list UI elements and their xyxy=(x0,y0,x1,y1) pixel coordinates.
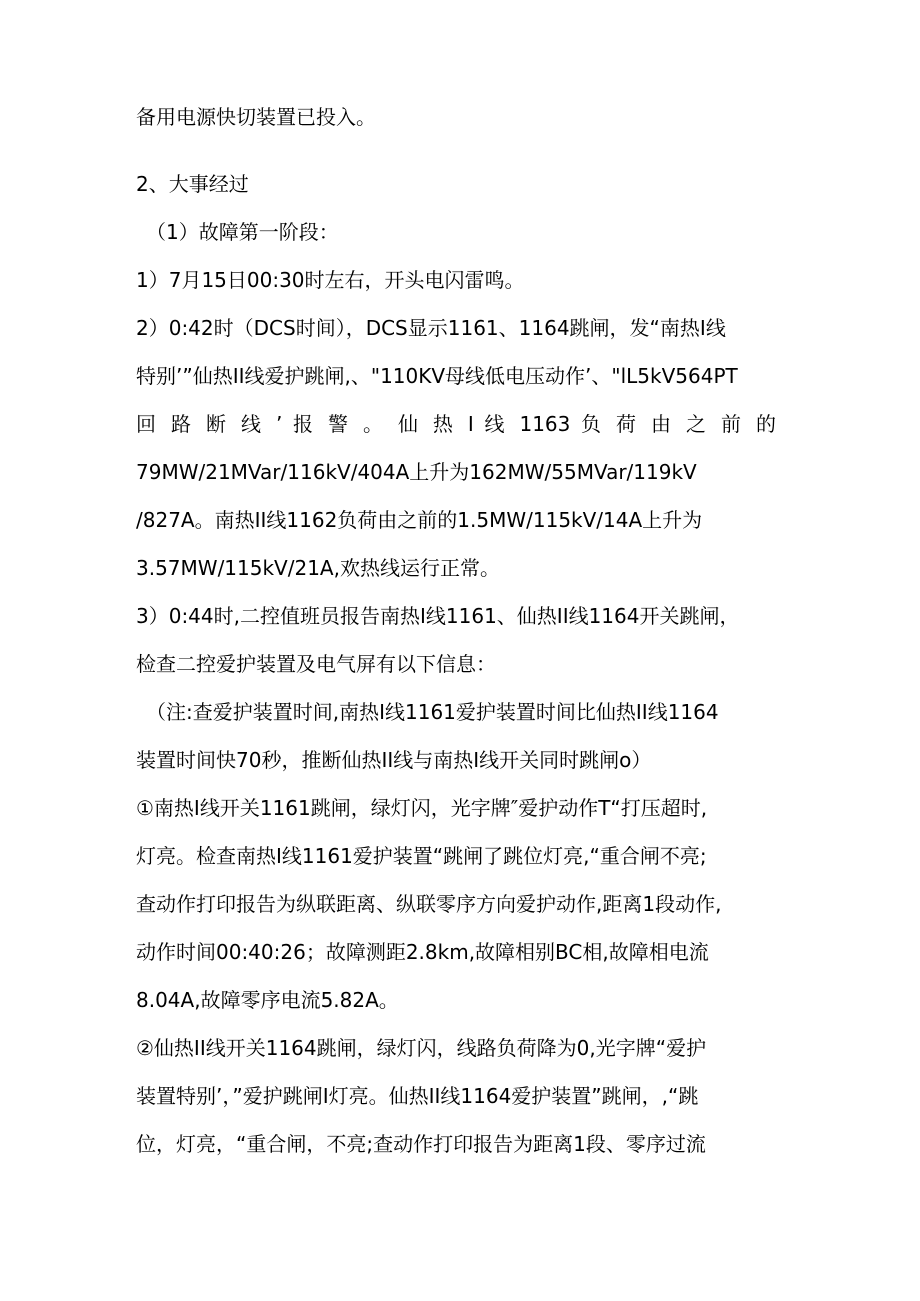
paragraph-line-22: 位，灯亮，“重合闸，不亮;查动作打印报告为距离1段、零序过流 xyxy=(136,1132,706,1156)
paragraph-line-5: 2）0:42时（DCS时间），DCS显示1161、1164跳闸，发“南热I线 xyxy=(136,316,726,340)
paragraph-line-16: 灯亮。检查南热I线1161爱护装置“跳闸了跳位灯亮,“重合闸不亮; xyxy=(136,844,707,868)
paragraph-line-20: ②仙热II线开关1164跳闸，绿灯闪，线路负荷降为0,光字牌“爱护 xyxy=(136,1036,707,1060)
paragraph-line-21: 装置特别’，”爱护跳闸I灯亮。仙热II线1164爱护装置”跳闸，,“跳 xyxy=(136,1084,699,1108)
paragraph-line-15: ①南热I线开关1161跳闸，绿灯闪，光字牌″爱护动作T“打压超时, xyxy=(136,796,708,820)
paragraph-line-11: 3）0:44时,二控值班员报告南热I线1161、仙热II线1164开关跳闸， xyxy=(136,604,740,628)
paragraph-line-19: 8.04A,故障零序电流5.82A。 xyxy=(136,988,399,1012)
subsection-heading: （1）故障第一阶段： xyxy=(146,220,339,244)
paragraph-line-10: 3.57MW/115kV/21A,欢热线运行正常。 xyxy=(136,556,500,580)
paragraph-line-18: 动作时间00:40:26；故障测距2.8km,故障相别BC相,故障相电流 xyxy=(136,940,709,964)
paragraph-line-6: 特别’”仙热II线爱护跳闸,、"110KV母线低电压动作’、"lL5kV564PT xyxy=(136,364,738,388)
paragraph-line-9: /827A。南热II线1162负荷由之前的1.5MW/115kV/14A上升为 xyxy=(136,508,703,532)
paragraph-line-17: 查动作打印报告为纵联距离、纵联零序方向爱护动作,距离1段动作, xyxy=(136,892,722,916)
paragraph-line-7: 回 路 断 线 ’ 报 警 。 仙 热 I 线 1163 负 荷 由 之 前 的 xyxy=(136,412,776,436)
paragraph-line-12: 检查二控爱护装置及电气屏有以下信息： xyxy=(136,652,496,676)
paragraph-line-1: 备用电源快切装置已投入。 xyxy=(136,105,376,129)
note-line-2: 装置时间快70秒，推断仙热II线与南热I线开关同时跳闸o） xyxy=(136,748,652,772)
section-heading: 2、大事经过 xyxy=(136,172,249,196)
paragraph-line-4: 1）7月15日00:30时左右，开头电闪雷鸣。 xyxy=(136,268,525,292)
note-line-1: （注:查爱护装置时间,南热I线1161爱护装置时间比仙热II线1164 xyxy=(146,700,719,724)
paragraph-line-8: 79MW/21MVar/116kV/404A上升为162MW/55MVar/119kV xyxy=(136,460,697,484)
